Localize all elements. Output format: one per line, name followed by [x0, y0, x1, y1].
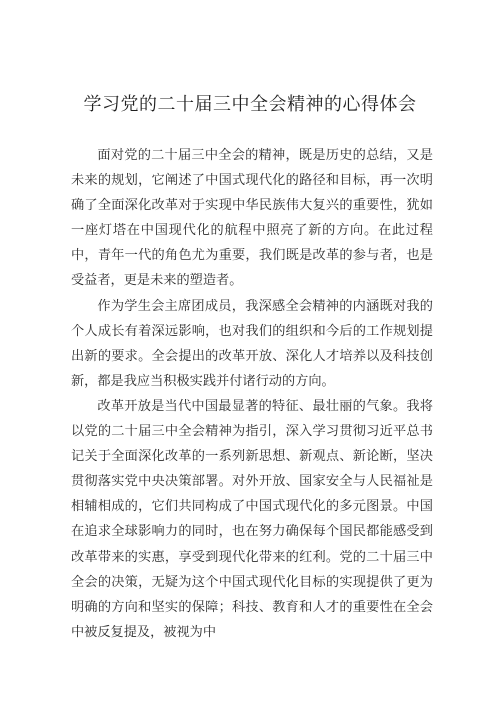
document-body: [71, 143, 433, 645]
paragraph: 面对党的二十届三中全会的精神，既是历史的总结，又是未来的规划，它阐述了中国式现代化的路径和目标，再一次明确了全面深化改革对于实现中华民族伟大复兴的重要性，犹如一座灯塔在中国现代化的航程中照亮了新的方向。在此过程中，青年一代的角色尤为重要，我们既是改革的参与者，也是受益者，更是未来的塑造者。: [71, 148, 433, 289]
paragraph: 改革开放是当代中国最显著的特征、最壮丽的气象。我将以党的二十届三中全会精神为指引，深入学习贯彻习近平总书记关于全面深化改革的一系列新思想、新观点、新论断，坚决贯彻落实党中央决策部署。对外开放、国家安全与人民福祉是相辅相成的，它们共同构成了中国式现代化的多元图景。中国在追求全球影响力的同时，也在努力确保每个国民都能感受到改革带来的实惠，享受到现代化带来的红利。党的二十届三中全会的决策，无疑为这个中国式现代化目标的实现提供了更为明确的方向和坚实的保障；科技、教育和人才的重要性在全会中被反复提及，被视为中: [71, 398, 433, 640]
paragraph: 作为学生会主席团成员，我深感全会精神的内涵既对我的个人成长有着深远影响，也对我们的组织和今后的工作规划提出新的要求。全会提出的改革开放、深化人才培养以及科技创新，都是我应当积极实践并付诸行动的方向。: [71, 298, 433, 389]
document-title: 学习党的二十届三中全会精神的心得体会: [83, 94, 417, 115]
